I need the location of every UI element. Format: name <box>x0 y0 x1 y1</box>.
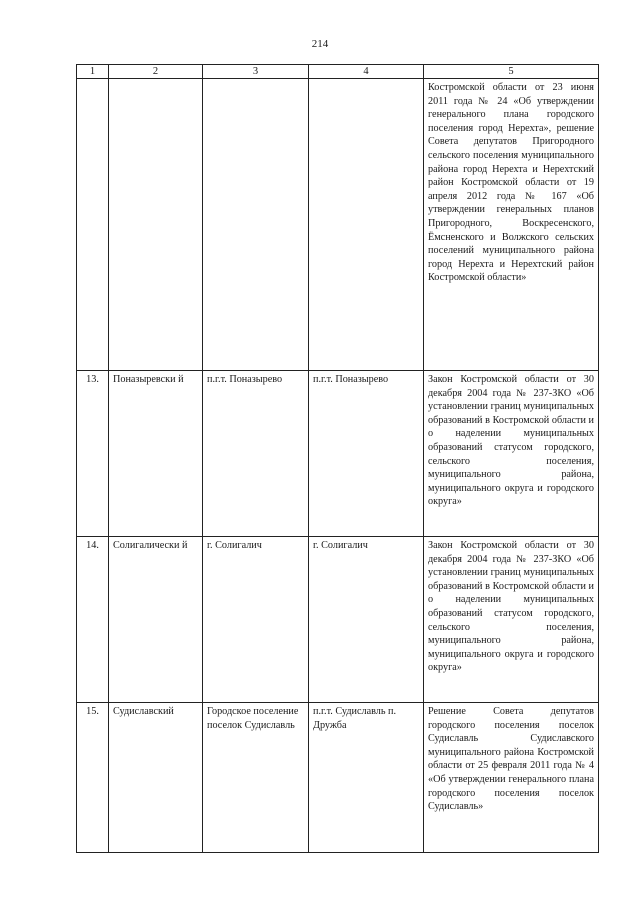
row-number-cell: 13. <box>77 371 109 537</box>
row-number-cell: 15. <box>77 703 109 853</box>
header-cell: 2 <box>109 65 203 79</box>
header-cell: 1 <box>77 65 109 79</box>
legal-basis-cell: Решение Совета депутатов городского поселения поселок Судиславль Судиславского муниципального района Костромской области от 25 февраля 2011 года № 4 «Об утверждении генерального плана городского поселения поселок Судиславль» <box>424 703 599 853</box>
district-cell: Солигалически й <box>109 537 203 703</box>
table-row <box>77 537 599 703</box>
settlement-cell: Городское поселение поселок Судиславль <box>203 703 309 853</box>
table-row <box>77 703 599 853</box>
district-cell: Судиславский <box>109 703 203 853</box>
settlement-cell <box>203 79 309 371</box>
legal-basis-cell: Костромской области от 23 июня 2011 года № 24 «Об утверждении генерального плана городского поселения город Нерехта», решение Совета депутатов Пригородного сельского поселения муниципального района город Нерехта и Нерехтский район Костромской области от 19 апреля 2012 года № 167 «Об утверждении генеральных планов Пригородного, Воскресенского, Ёмсненского и Волжского сельских поселений муниципального района город Нерехта и Нерехтский район Костромской области» <box>424 79 599 371</box>
document-table <box>76 64 599 853</box>
header-cell: 4 <box>309 65 424 79</box>
admin-center-cell <box>309 79 424 371</box>
admin-center-cell: г. Солигалич <box>309 537 424 703</box>
table-row <box>77 79 599 371</box>
page-number: 214 <box>311 38 329 50</box>
legal-basis-cell: Закон Костромской области от 30 декабря 2004 года № 237-ЗКО «Об установлении границ муниципальных образований в Костромской области и о наделении муниципальных образований статусом городского, сельского поселения, муниципального района, муниципального округа и городского округа» <box>424 371 599 537</box>
row-number-cell: 14. <box>77 537 109 703</box>
settlement-cell: п.г.т. Поназырево <box>203 371 309 537</box>
district-cell: Поназыревски й <box>109 371 203 537</box>
table-header-row <box>77 65 599 79</box>
admin-center-cell: п.г.т. Поназырево <box>309 371 424 537</box>
settlement-cell: г. Солигалич <box>203 537 309 703</box>
row-number-cell <box>77 79 109 371</box>
admin-center-cell: п.г.т. Судиславль п. Дружба <box>309 703 424 853</box>
legal-basis-cell: Закон Костромской области от 30 декабря 2004 года № 237-ЗКО «Об установлении границ муниципальных образований в Костромской области и о наделении муниципальных образований статусом городского, сельского поселения, муниципального района, муниципального округа и городского округа» <box>424 537 599 703</box>
header-cell: 5 <box>424 65 599 79</box>
district-cell <box>109 79 203 371</box>
header-cell: 3 <box>203 65 309 79</box>
table-row <box>77 371 599 537</box>
